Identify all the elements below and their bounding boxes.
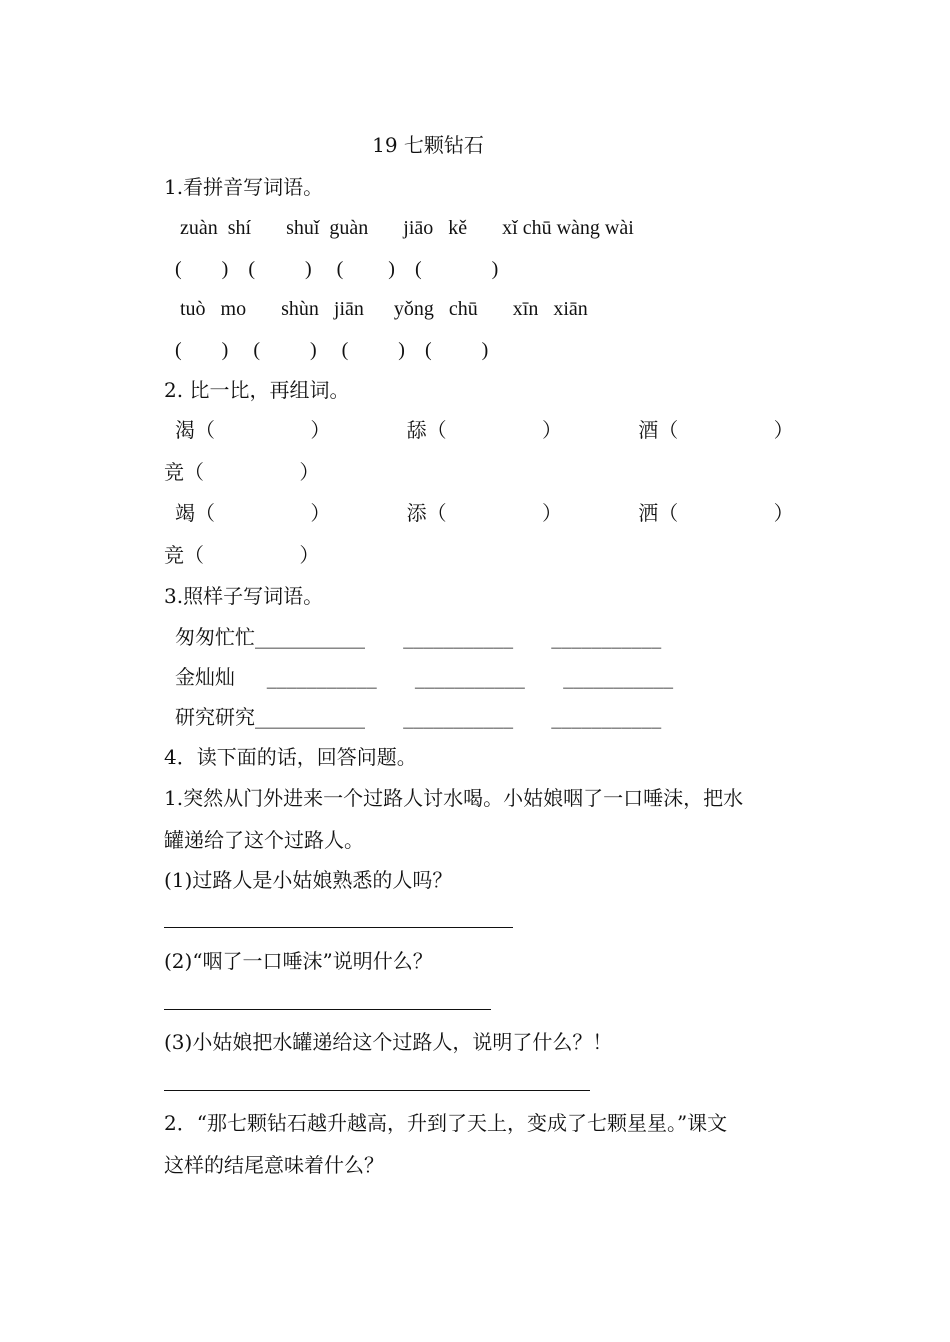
passage-1-line-2: 罐递给了这个过路人。 (164, 828, 364, 852)
page-title: 19 七颗钻石 (372, 133, 484, 157)
example-row-2: 金灿灿 ___________ ___________ ___________ (175, 665, 674, 689)
compare-row-1b: 竞（ ） (164, 460, 320, 484)
compare-row-1: 渴（ ） 舔（ ） 酒（ ） (175, 418, 794, 442)
paren-row-2: ( ) ( ) ( ) ( ) (175, 339, 489, 361)
passage-2-line-1: 2．“那七颗钻石越升越高，升到了天上，变成了七颗星星。”课文 (164, 1111, 728, 1135)
compare-row-2: 竭（ ） 添（ ） 洒（ ） (175, 501, 794, 525)
question-2-heading: 2. 比一比，再组词。 (164, 378, 350, 402)
sub-question-3: (3)小姑娘把水罐递给这个过路人，说明了什么？！ (164, 1030, 613, 1054)
passage-1-line-1: 1.突然从门外进来一个过路人讨水喝。小姑娘咽了一口唾沫，把水 (164, 786, 744, 810)
compare-row-2b: 竞（ ） (164, 543, 320, 567)
answer-line-1[interactable] (164, 927, 513, 928)
pinyin-row-2: tuò mo shùn jiān yǒng chū xīn xiān (180, 298, 588, 320)
sub-question-1: (1)过路人是小姑娘熟悉的人吗？ (164, 868, 453, 892)
pinyin-row-1: zuàn shí shuǐ guàn jiāo kě xǐ chū wàng wài (180, 217, 634, 239)
sub-question-2: (2)“咽了一口唾沫”说明什么？ (164, 949, 433, 973)
paren-row-1: ( ) ( ) ( ) ( ) (175, 258, 499, 280)
question-3-heading: 3.照样子写词语。 (164, 584, 324, 608)
example-row-1: 匆匆忙忙___________ ___________ ___________ (175, 625, 662, 649)
answer-line-3[interactable] (164, 1090, 590, 1091)
question-1-heading: 1.看拼音写词语。 (164, 175, 324, 199)
question-4-heading: 4．读下面的话，回答问题。 (164, 745, 417, 769)
example-row-3: 研究研究___________ ___________ ___________ (175, 705, 662, 729)
passage-2-line-2: 这样的结尾意味着什么？ (164, 1153, 384, 1177)
answer-line-2[interactable] (164, 1009, 491, 1010)
